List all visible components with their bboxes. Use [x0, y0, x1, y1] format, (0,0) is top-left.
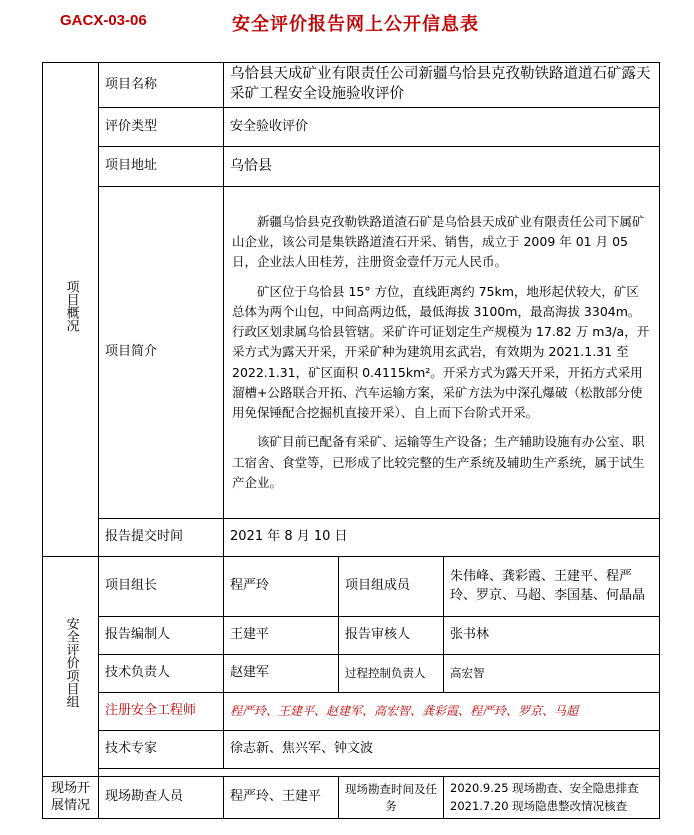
- row-intro: [43, 187, 660, 519]
- process-lead-label: 过程控制负责人: [339, 655, 444, 693]
- intro-paragraph: 新疆乌恰县克孜勒铁路道渣石矿是乌恰县天成矿业有限责任公司下属矿山企业，该公司是集铁路道渣石开采、销售，成立于 2009 年 01 月 05 日，企业法人田桂芳，注册资金壹仟万元人民币。: [232, 213, 645, 270]
- time-task-value: [444, 777, 660, 819]
- intro-value: [224, 187, 660, 519]
- leader-label: 项目组长: [99, 557, 224, 617]
- address-value: 乌恰县: [224, 147, 660, 187]
- group-team: [43, 557, 99, 777]
- submit-time-label: 报告提交时间: [99, 519, 224, 557]
- leader-value: 程严玲: [224, 557, 339, 617]
- document-title: 安全评价报告网上公开信息表: [232, 14, 479, 35]
- row-project-name: [43, 63, 660, 108]
- document-code: GACX-03-06: [60, 12, 147, 29]
- process-lead-value: 高宏智: [444, 655, 660, 693]
- members-label: 项目组成员: [339, 557, 444, 617]
- row-site: [43, 777, 660, 819]
- submit-time-value: 2021 年 8 月 10 日: [224, 519, 660, 557]
- author-label: 报告编制人: [99, 617, 224, 655]
- surveyors-label: 现场勘查人员: [99, 777, 224, 819]
- group-site-label: 现场开展情况: [50, 780, 90, 813]
- group-overview: [43, 63, 99, 557]
- engineers-value: 程严玲、王建平、赵建军、高宏智、龚彩霞、程严玲、罗京、马超: [224, 693, 660, 731]
- row-author: [43, 617, 660, 655]
- team-spacer-cell: [99, 769, 660, 777]
- members-value: 朱伟峰、龚彩霞、王建平、程严玲、罗京、马超、李国基、何晶晶: [444, 557, 660, 617]
- intro-label: 项目简介: [99, 187, 224, 519]
- intro-paragraph: 该矿目前已配备有采矿、运输等生产设备；生产辅助设施有办公室、职工宿舍、食堂等，已形成了比较完整的生产系统及辅助生产系统，属于试生产企业。: [232, 434, 645, 490]
- engineers-label: 注册安全工程师: [99, 693, 224, 731]
- row-leader: [43, 557, 660, 617]
- author-value: 王建平: [224, 617, 339, 655]
- row-submit-time: [43, 519, 660, 557]
- row-eval-type: [43, 108, 660, 147]
- intro-paragraph: 矿区位于乌恰县 15° 方位，直线距离约 75km，地形起伏较大，矿区总体为两个山包，中间高两边低，最低海拔 3100m，最高海拔 3304m。行政区划隶属乌恰县管辖。采矿许可证划定生产规模为 17.82 万 m3/a，开采方式为露天开采，开采矿种为建筑用玄武岩，有效期为 2021.1.31 至 2022.1.31，矿区面积 0.4115km²。开采方式为露天开采，开拓方式采用溜槽+公路联合开拓、汽车运输方案，采矿方法为中深孔爆破（松散部分使用免保锤配合挖掘机直接开采）、自上而下台阶式开采。: [232, 283, 650, 421]
- info-table: [42, 62, 660, 819]
- project-name-value: 乌恰县天成矿业有限责任公司新疆乌恰县克孜勒铁路道道石矿露天采矿工程安全设施验收评价: [224, 63, 660, 108]
- tech-lead-label: 技术负责人: [99, 655, 224, 693]
- group-team-label: 安全评价项目组: [63, 617, 79, 709]
- eval-type-value: 安全验收评价: [224, 108, 660, 147]
- row-experts: [43, 731, 660, 769]
- site-task-1: 2020.9.25 现场勘查、安全隐患排查: [450, 781, 639, 796]
- row-spacer: [43, 769, 660, 777]
- row-tech-lead: [43, 655, 660, 693]
- experts-label: 技术专家: [99, 731, 224, 769]
- reviewer-value: 张书林: [444, 617, 660, 655]
- experts-value: 徐志新、焦兴军、钟文波: [224, 731, 660, 769]
- tech-lead-value: 赵建军: [224, 655, 339, 693]
- group-overview-label: 项目概况: [63, 279, 79, 332]
- time-task-label: 现场勘查时间及任务: [339, 777, 444, 819]
- surveyors-value: 程严玲、王建平: [224, 777, 339, 819]
- reviewer-label: 报告审核人: [339, 617, 444, 655]
- site-task-2: 2021.7.20 现场隐患整改情况核查: [450, 798, 628, 813]
- eval-type-label: 评价类型: [99, 108, 224, 147]
- row-engineers: [43, 693, 660, 731]
- row-address: [43, 147, 660, 187]
- group-site: [43, 777, 99, 819]
- address-label: 项目地址: [99, 147, 224, 187]
- project-name-label: 项目名称: [99, 63, 224, 108]
